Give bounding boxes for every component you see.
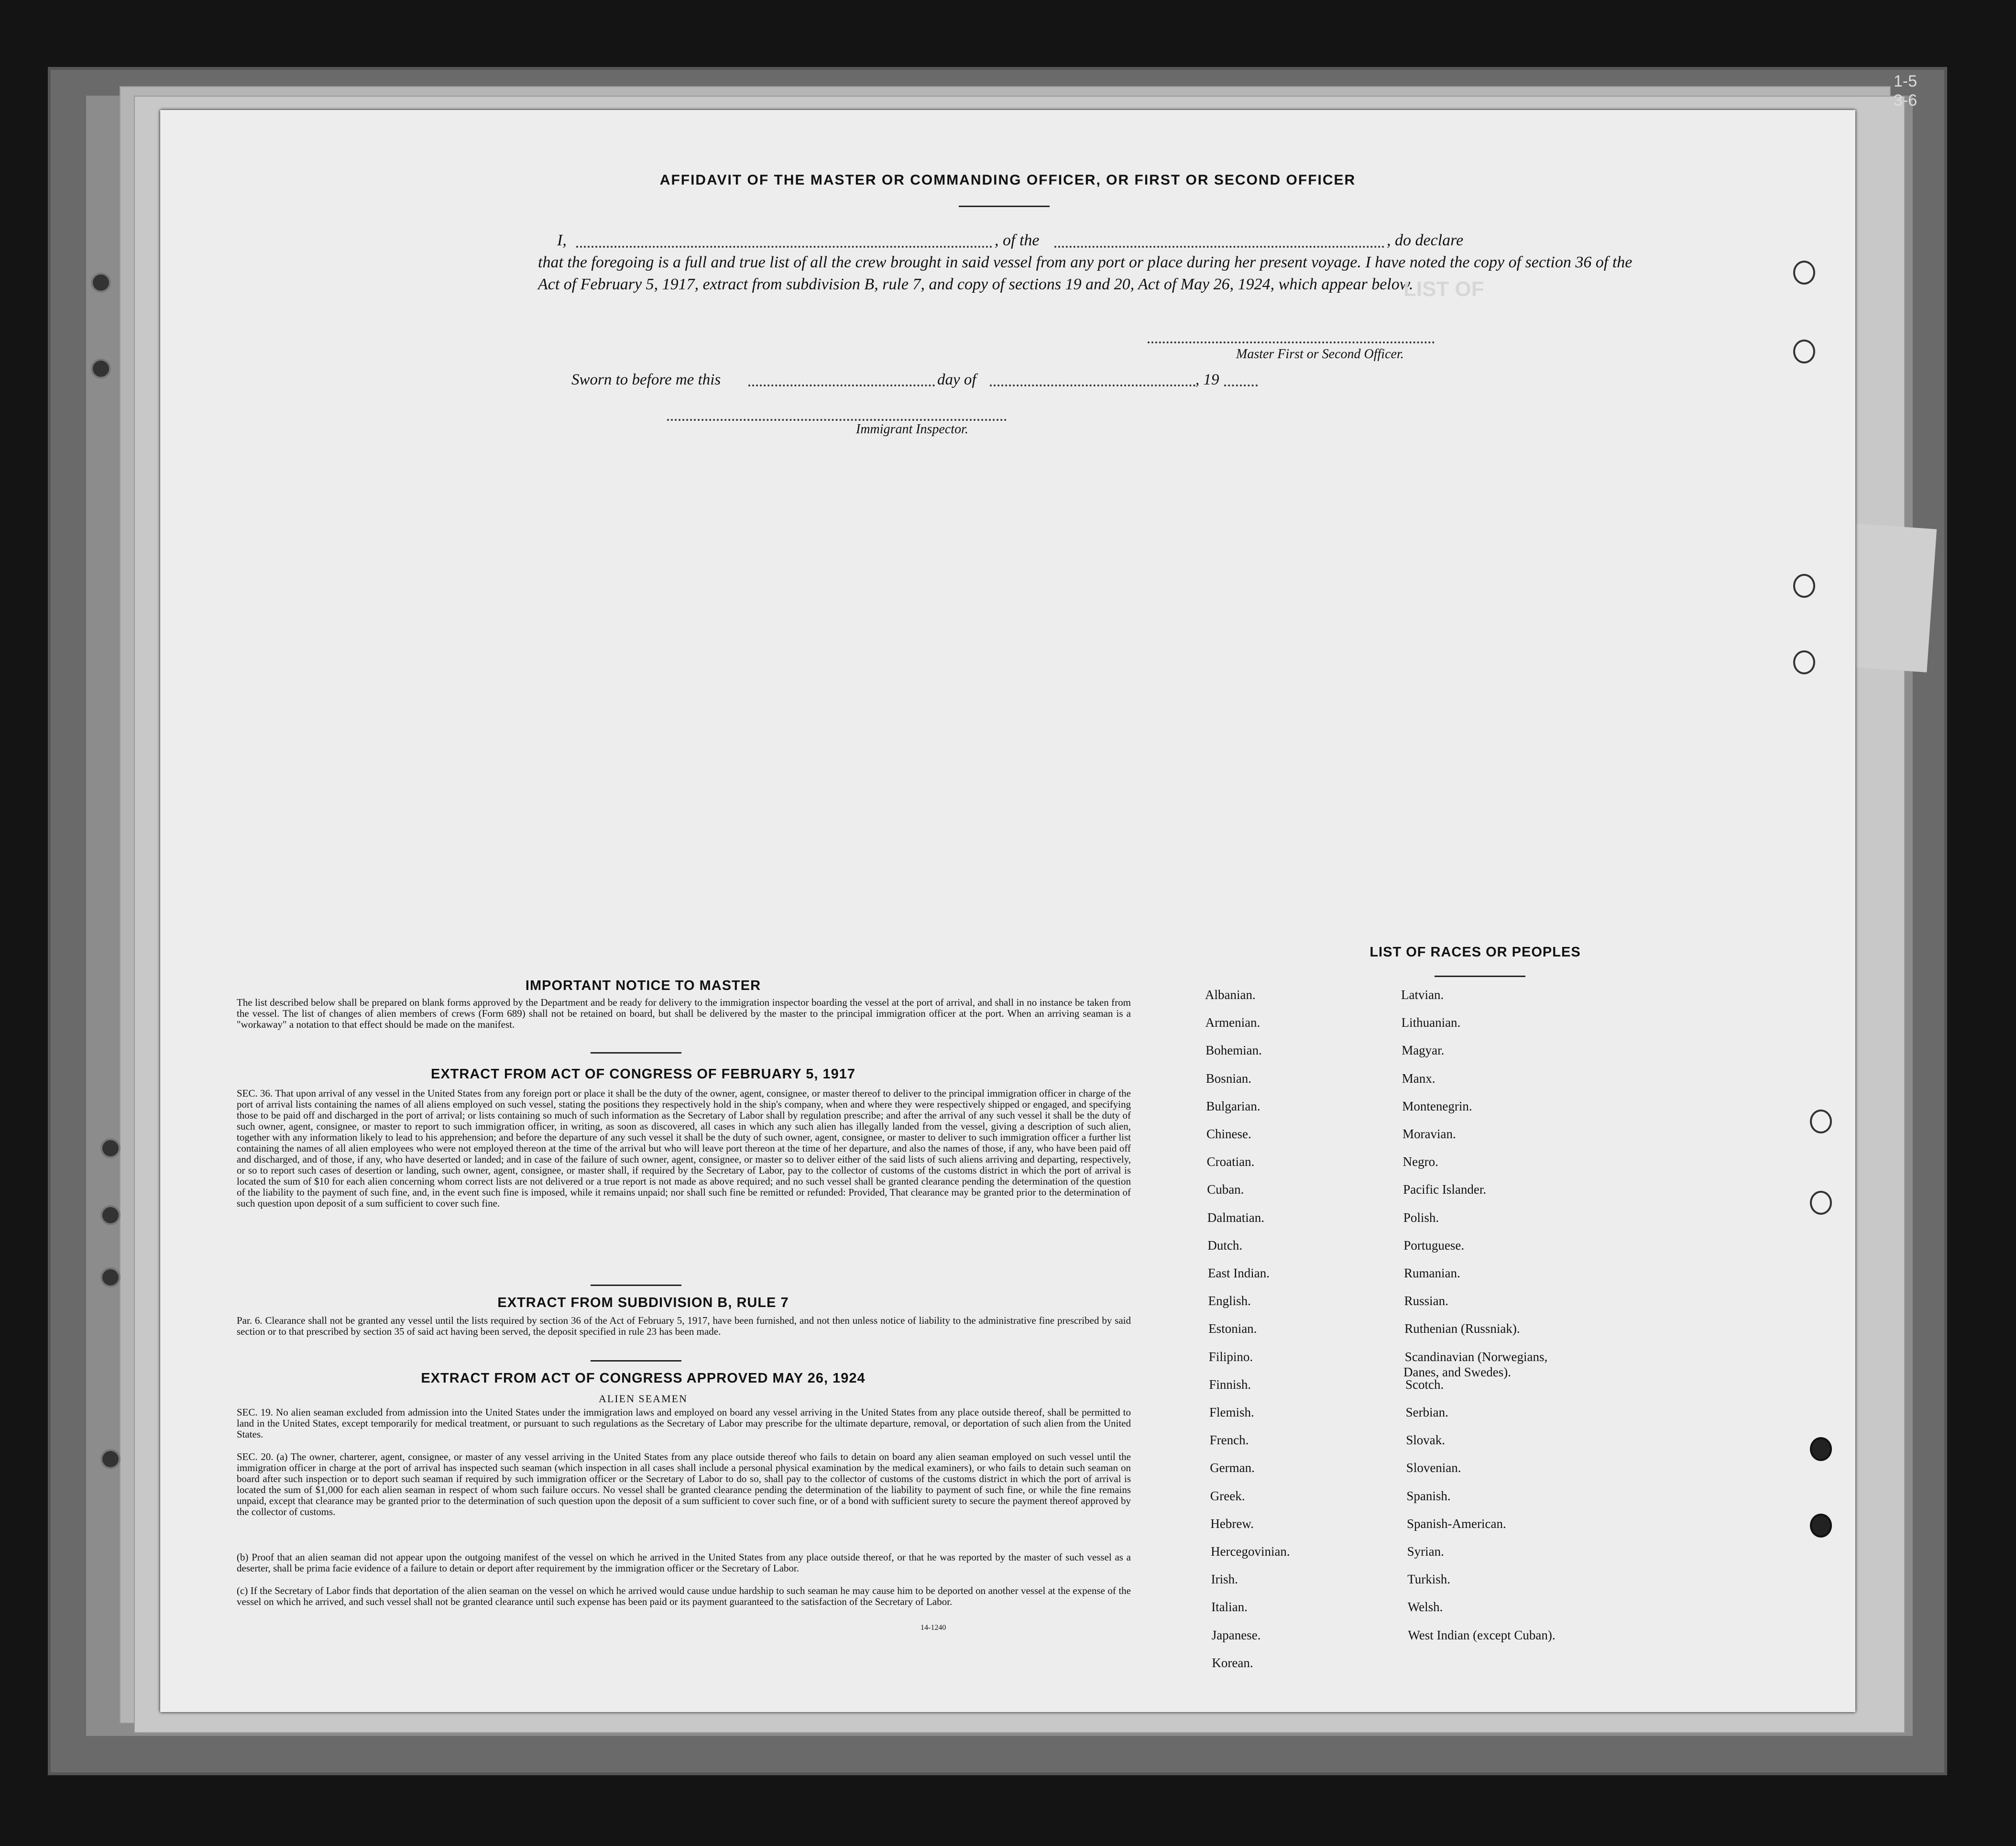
- punch-hole-icon: [1810, 1110, 1832, 1133]
- punch-hole-icon: [1793, 650, 1815, 674]
- race-item: Estonian.: [1208, 1321, 1257, 1336]
- form-page: [160, 110, 1855, 1712]
- divider: [591, 1285, 681, 1286]
- race-item: Moravian.: [1402, 1127, 1456, 1141]
- race-item: Japanese.: [1211, 1627, 1261, 1642]
- year-blank: [1224, 385, 1258, 386]
- race-item: Manx.: [1402, 1071, 1435, 1086]
- affidavit-of-the: , of the: [995, 231, 1040, 249]
- race-item: Slovenian.: [1406, 1461, 1461, 1475]
- extract-1924-sec20b: (b) Proof that an alien seaman did not appear upon the outgoing manifest of the vessel on which he arrived in the United States from any place outside thereof, or that he was reported by the master of such vessel as a deserter, shall be prima facie evidence of a failure to detain or deport after requirement by the immigration officer or the Secretary of Labor.: [237, 1551, 1131, 1574]
- day-blank: [748, 385, 935, 386]
- race-item: Scandinavian (Norwegians,: [1404, 1349, 1548, 1364]
- signature-caption: Master First or Second Officer.: [1236, 347, 1404, 362]
- races-title: LIST OF RACES OR PEOPLES: [1370, 945, 1581, 960]
- inspector-signature-blank: [667, 419, 1007, 421]
- punch-hole-icon: [1810, 1191, 1832, 1215]
- race-item: Polish.: [1403, 1210, 1439, 1225]
- binder-ring-icon: [91, 273, 111, 293]
- extract-1917-title: EXTRACT FROM ACT OF CONGRESS OF FEBRUARY 5, 1917: [430, 1066, 856, 1082]
- race-item: Scotch.: [1405, 1377, 1444, 1392]
- extract-1917-text: SEC. 36. That upon arrival of any vessel in the United States from any foreign port or place it shall be the duty of the owner, agent, consignee, or master thereof to deliver to the principal immigration officer in charge of the port of arrival lists containing the names of all aliens employed on such vessel, stating the positions they respectively hold in the ship's company, when and where they were respectively shipped or engaged, and specifying those to be paid off and discharged in the port of arrival; or lists containing so much of such information as the Secretary of Labor shall by regulation prescribe; and after the arrival of any such vessel it shall be the duty of such owner, agent, consignee, or master to report to such immigration officer, in writing, as soon as discovered, all cases in which any such alien has illegally landed from the vessel, giving a description of such alien, together with any information likely to lead to his apprehension; and before the departure of any such vessel it shall be the duty of such owner, agent, consignee, or master to deliver to such immigration officer a further list containing the names of all alien employees who were not employed thereon at the time of the arrival but who will leave port thereon at the time of her departure, and also the names of those, if any, who have been paid off and discharged, and of those, if any, who have deserted or landed; and in case of the failure of such owner, agent, consignee, or master so to deliver either of the said lists of such aliens arriving and departing, respectively, or so to report such cases of desertion or landing, such owner, agent, consignee, or master shall, if required by the Secretary of Labor, pay to the collector of customs of the customs district in which the port of arrival is located the sum of $10 for each alien concerning whom correct lists are not delivered or a true report is not made as above required; and no such vessel shall be granted clearance pending the determination of the question of the liability to the payment of such fine, and, in the event such fine is imposed, while it remains unpaid; nor shall such fine be remitted or refunded: Provided, That clearance may be granted prior to the determination of such question upon deposit of a sum sufficient to cover such fine.: [237, 1088, 1131, 1209]
- race-item: Spanish.: [1406, 1488, 1451, 1503]
- divider: [1435, 976, 1525, 977]
- race-item: Korean.: [1212, 1655, 1253, 1670]
- rule7-title: EXTRACT FROM SUBDIVISION B, RULE 7: [497, 1295, 789, 1310]
- race-item: Pacific Islander.: [1403, 1182, 1487, 1197]
- race-item: Negro.: [1402, 1154, 1438, 1169]
- binder-ring-icon: [100, 1267, 121, 1287]
- race-item: Italian.: [1211, 1600, 1248, 1615]
- affidavit-declare: , do declare: [1387, 231, 1464, 249]
- race-item: West Indian (except Cuban).: [1408, 1627, 1556, 1642]
- race-item: Croatian.: [1206, 1154, 1255, 1169]
- race-item: Serbian.: [1405, 1405, 1448, 1419]
- race-item: Filipino.: [1208, 1349, 1253, 1364]
- vessel-blank: [1054, 246, 1384, 248]
- punch-hole-icon: [1810, 1514, 1832, 1538]
- divider: [959, 206, 1050, 207]
- race-item: Turkish.: [1407, 1572, 1450, 1587]
- rule7-text: Par. 6. Clearance shall not be granted any vessel until the lists required by section 36 of the Act of February 5, 1917, have been furnished, and not then unless notice of liability to the administrative fine prescribed by said section or to that prescribed by section 35 of said act having been served, the deposit specified in rule 23 has been made.: [237, 1315, 1131, 1337]
- race-item: Latvian.: [1401, 988, 1444, 1002]
- show-through-mark: LIST OF: [1403, 277, 1484, 301]
- race-item: Greek.: [1210, 1488, 1245, 1503]
- race-item: French.: [1209, 1433, 1249, 1448]
- signature-blank: [1148, 341, 1435, 343]
- sworn-label: Sworn to before me this: [571, 371, 721, 388]
- race-item: Magyar.: [1402, 1043, 1445, 1058]
- extract-1924-sec20c: (c) If the Secretary of Labor finds that deportation of the alien seaman on the vessel on which he arrived would cause undue hardship to such seaman he may cause him to be deported on another vessel at the expense of the vessel on which he arrived, and such vessel shall not be granted clearance until such expense has been paid or its payment guaranteed to the satisfaction of the Secretary of Labor.: [237, 1585, 1131, 1607]
- race-item: Bosnian.: [1205, 1071, 1252, 1086]
- affidavit-i: I,: [557, 231, 567, 249]
- race-item: Slovak.: [1406, 1433, 1445, 1448]
- name-blank: [576, 246, 992, 248]
- race-item: Armenian.: [1205, 1015, 1260, 1030]
- binder-ring-icon: [91, 359, 111, 379]
- affidavit-statement: that the foregoing is a full and true list of all the crew brought in said vessel from any port or place during her present voyage. I have noted the copy of section 36 of the Act of February 5, 1917, extract from subdivision B, rule 7, and copy of sections 19 and 20, Act of May 26, 1924, which appear below.: [538, 253, 1633, 293]
- race-item: Russian.: [1404, 1294, 1448, 1308]
- binder-ring-icon: [100, 1449, 121, 1469]
- race-item: Chinese.: [1206, 1127, 1251, 1141]
- year-label: , 19: [1195, 371, 1219, 388]
- race-item: Bohemian.: [1205, 1043, 1262, 1058]
- race-item: Rumanian.: [1404, 1266, 1460, 1280]
- form-number: 14-1240: [920, 1624, 946, 1632]
- alien-seamen-subtitle: ALIEN SEAMEN: [599, 1393, 688, 1405]
- margin-note: 1-5 3-6: [1894, 72, 1917, 110]
- race-item: Ruthenian (Russniak).: [1404, 1321, 1520, 1336]
- race-item: Syrian.: [1407, 1544, 1444, 1559]
- binder-ring-icon: [100, 1205, 121, 1225]
- punch-hole-icon: [1793, 574, 1815, 598]
- race-item: East Indian.: [1208, 1266, 1270, 1280]
- month-blank: [990, 385, 1195, 386]
- race-item: Flemish.: [1209, 1405, 1254, 1419]
- day-of-label: day of: [937, 371, 976, 388]
- race-item: Montenegrin.: [1402, 1099, 1472, 1113]
- notice-title: IMPORTANT NOTICE TO MASTER: [525, 978, 761, 993]
- punch-hole-icon: [1793, 261, 1815, 285]
- affidavit-title: AFFIDAVIT OF THE MASTER OR COMMANDING OFFICER, OR FIRST OR SECOND OFFICER: [659, 172, 1356, 188]
- race-item: Bulgarian.: [1206, 1099, 1260, 1113]
- extract-1924-title: EXTRACT FROM ACT OF CONGRESS APPROVED MAY 26, 1924: [421, 1371, 866, 1386]
- race-item: Dalmatian.: [1207, 1210, 1265, 1225]
- punch-hole-icon: [1793, 340, 1815, 363]
- race-item: Hercegovinian.: [1211, 1544, 1290, 1559]
- race-item: Cuban.: [1207, 1182, 1244, 1197]
- punch-hole-icon: [1810, 1437, 1832, 1461]
- extract-1924-sec20a: SEC. 20. (a) The owner, charterer, agent, consignee, or master of any vessel arriving in the United States from any place outside thereof who fails to detain on board any alien seaman employed on such vessel until the immigration officer in charge at the port of arrival has inspected such seaman (which inspection in all cases shall include a personal physical examination by the medical examiners), or who fails to detain such seaman on board after such inspection or to deport such seaman if required by such immigration officer or the Secretary of Labor to do so, shall pay to the collector of customs of the customs district in which the port of arrival is located the sum of $1,000 for each alien seaman in respect of whom such failure occurs. No vessel shall be granted clearance pending the determination of the liability to payment of such fine, or while the fine remains unpaid, except that clearance may be granted prior to the determination of such question upon the deposit of a sum sufficient to cover such fine, or of a bond with sufficient surety to secure the payment thereof approved by the collector of customs.: [237, 1451, 1131, 1517]
- inspector-caption: Immigrant Inspector.: [856, 422, 968, 437]
- race-item: English.: [1208, 1294, 1251, 1308]
- binder-ring-icon: [100, 1138, 121, 1158]
- divider: [591, 1360, 681, 1362]
- race-item: Dutch.: [1207, 1238, 1243, 1253]
- race-item: German.: [1210, 1461, 1255, 1475]
- race-item: Spanish-American.: [1407, 1516, 1506, 1531]
- race-item: Danes, and Swedes).: [1403, 1364, 1511, 1379]
- extract-1924-sec19: SEC. 19. No alien seaman excluded from admission into the United States under the immigration laws and employed on board any vessel arriving in the United States from any place outside thereof, shall be permitted to land in the United States, except temporarily for medical treatment, or pursuant to such regulations as the Secretary of Labor may prescribe for the ultimate departure, removal, or deportation of such alien from the United States.: [237, 1406, 1131, 1440]
- race-item: Lithuanian.: [1401, 1015, 1461, 1030]
- race-item: Albanian.: [1205, 988, 1256, 1002]
- race-item: Irish.: [1211, 1572, 1238, 1587]
- race-item: Finnish.: [1209, 1377, 1251, 1392]
- race-item: Welsh.: [1407, 1600, 1443, 1615]
- divider: [591, 1052, 681, 1054]
- notice-text: The list described below shall be prepared on blank forms approved by the Department and be ready for delivery to the immigration inspector boarding the vessel at the port of arrival, and shall in no instance be taken from the vessel. The list of changes of alien members of crews (Form 689) shall not be retained on board, but shall be delivered by the master to the principal immigration officer at the port. When an arriving seaman is a "workaway" a notation to that effect should be made on the manifest.: [237, 997, 1131, 1030]
- race-item: Portuguese.: [1403, 1238, 1465, 1253]
- race-item: Hebrew.: [1210, 1516, 1254, 1531]
